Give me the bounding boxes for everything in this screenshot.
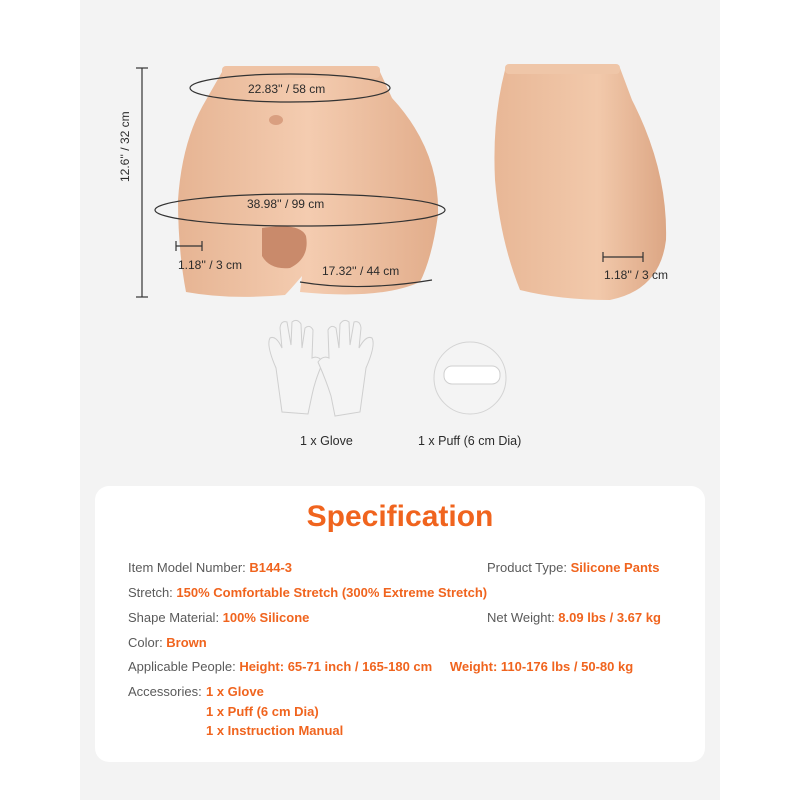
height-measure: 12.6'' / 32 cm bbox=[118, 111, 132, 182]
puff-label: 1 x Puff (6 cm Dia) bbox=[418, 434, 522, 448]
back-edge-measure: 1.18'' / 3 cm bbox=[604, 268, 668, 282]
accessory-item: 1 x Puff (6 cm Dia) bbox=[206, 704, 319, 719]
thigh-measure: 17.32'' / 44 cm bbox=[322, 264, 400, 278]
spec-title: Specification bbox=[306, 500, 494, 533]
spec-model: Item Model Number: B144-3 bbox=[128, 560, 293, 575]
spec-net-weight: Net Weight: 8.09 lbs / 3.67 kg bbox=[487, 610, 661, 625]
spec-stretch: Stretch: 150% Comfortable Stretch (300% Extreme Stretch) bbox=[128, 585, 488, 600]
hip-measure: 38.98'' / 99 cm bbox=[247, 197, 325, 211]
specification-card bbox=[95, 486, 705, 762]
glove-label: 1 x Glove bbox=[300, 434, 353, 448]
accessory-item: 1 x Instruction Manual bbox=[206, 723, 344, 738]
spec-color: Color: Brown bbox=[128, 635, 207, 650]
glove-image bbox=[269, 320, 373, 416]
spec-material: Shape Material: 100% Silicone bbox=[128, 610, 310, 625]
front-edge-measure: 1.18'' / 3 cm bbox=[178, 258, 242, 272]
spec-applicable-people: Applicable People: Height: 65-71 inch / 165-180 cm Weight: 110-176 lbs / 50-80 kg bbox=[128, 659, 634, 674]
spec-accessories: Accessories: bbox=[128, 684, 202, 699]
spec-product-type: Product Type: Silicone Pants bbox=[487, 560, 660, 575]
puff-image bbox=[434, 342, 506, 414]
waist-measure: 22.83'' / 58 cm bbox=[248, 82, 326, 96]
accessory-item: 1 x Glove bbox=[206, 684, 264, 699]
back-view-shorts bbox=[494, 64, 666, 300]
